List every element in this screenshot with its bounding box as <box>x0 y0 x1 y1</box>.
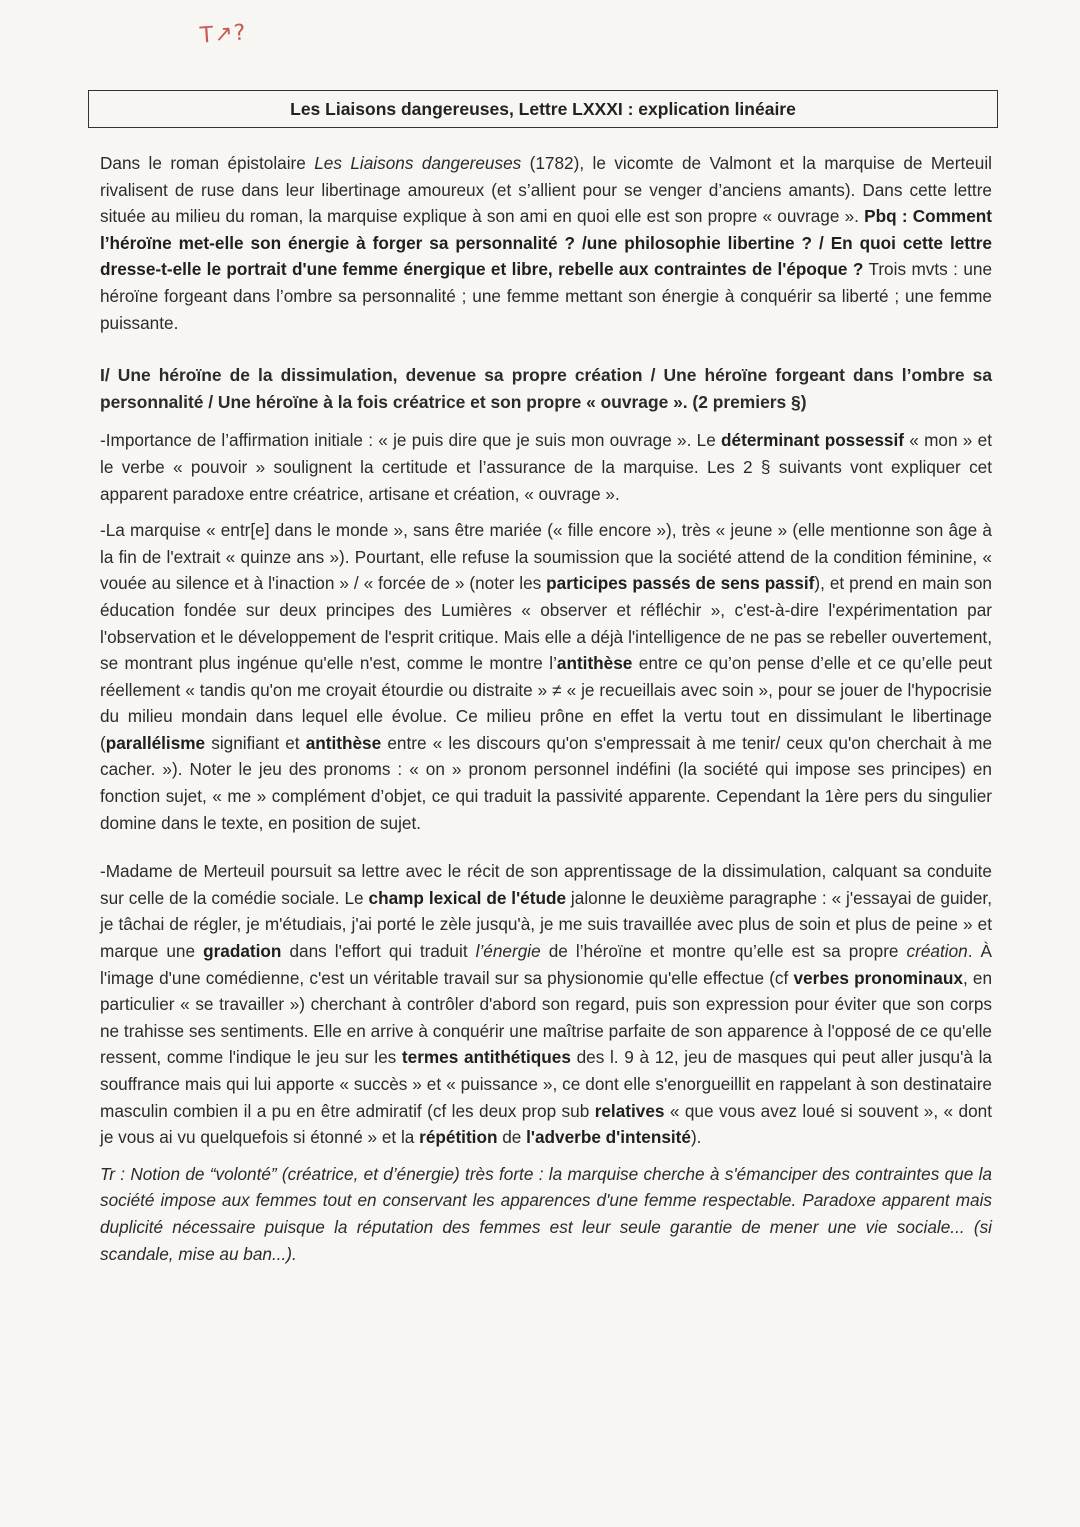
title-text: Les Liaisons dangereuses, Lettre LXXXI : explication linéaire <box>290 98 796 119</box>
intro-paragraph <box>100 150 992 336</box>
text-run: entre « les discours qu'on s'empressait à me tenir/ ceux qu'on cherchait à me cacher. »). Noter le jeu des pronoms : « on » pronom personnel indéfini (la société qui impose ses principes) en fonction sujet, « me » complément d’objet, ce qui traduit la passivité apparente. Cependant la 1ère pers du singulier domine dans le texte, en position de sujet. <box>100 732 992 833</box>
paragraph-1 <box>100 427 992 507</box>
bold-term: parallélisme <box>105 732 206 753</box>
text-run: dans l'effort qui traduit <box>281 941 476 962</box>
italic-term: création <box>906 941 968 962</box>
bold-term: verbes pronominaux <box>793 967 963 988</box>
text-run: ). <box>690 1127 702 1148</box>
document-body <box>100 150 992 1277</box>
text-run: -Importance de l’affirmation initiale : « je puis dire que je suis mon ouvrage ». Le <box>100 430 722 451</box>
text-run: de l’héroïne et montre qu’elle est sa propre <box>540 941 907 962</box>
bold-term: antithèse <box>305 732 382 753</box>
text-run: -Madame de Merteuil poursuit sa lettre avec le récit de son apprentissage de la dissimulation, calquant sa conduite sur celle de la comédie sociale. Le <box>100 861 992 908</box>
text-run: signifiant et <box>205 732 306 753</box>
text-run: « mon » et le verbe « pouvoir » soulignent la certitude et l’assurance de la marquise. Les 2 § suivants vont expliquer cet apparent paradoxe entre créatrice, artisane et création, « ouvrage ». <box>100 430 992 504</box>
text-run: Trois mvts : une héroïne forgeant dans l’ombre sa personnalité ; une femme mettant son énergie à conquérir sa liberté ; une femme puissante. <box>100 259 993 333</box>
handwritten-note: T↗? <box>199 20 248 49</box>
text-run: (1782), le vicomte de Valmont et la marquise de Merteuil rivalisent de ruse dans leur libertinage amoureux (et s’allient pour se venger d’anciens amants). Dans cette lettre située au milieu du roman, la marquise explique à son ami en quoi elle est son propre « ouvrage ». <box>100 153 992 227</box>
bold-term: termes antithétiques <box>401 1047 571 1068</box>
problematic: Pbq : Comment l’héroïne met-elle son énergie à forger sa personnalité ? /une philosophie libertine ? / En quoi cette lettre dresse-t-elle le portrait d'une femme énergique et libre, rebelle aux contraintes de l'époque ? <box>100 206 992 280</box>
document-title <box>88 90 998 128</box>
bold-term: participes passés de sens passif <box>546 573 815 594</box>
bold-term: l'adverbe d'intensité <box>526 1127 691 1148</box>
italic-term: l’énergie <box>475 941 541 962</box>
text-run: de <box>497 1127 527 1148</box>
transition-paragraph: Tr : Notion de “volonté” (créatrice, et d’énergie) très forte : la marquise cherche à s'émanciper des contraintes que la société impose aux femmes tout en conservant les apparences d'une femme respectable. Paradoxe apparent mais duplicité nécessaire puisque la réputation des femmes est leur seule garantie de mener une vie sociale... (si scandale, mise au ban...). <box>100 1163 992 1264</box>
text-run: entre ce qu’on pense d’elle et ce qu’elle peut réellement « tandis qu'on me croyait étourdie ou distraite » ≠ « je recueillais avec soin », pour se jouer de l'hypocrisie du milieu mondain dans lequel elle évolue. Ce milieu prône en effet la vertu tout en dissimulant le libertinage ( <box>100 653 992 753</box>
text-run: jalonne le deuxième paragraphe : « j'essayai de guider, je tâchai de régler, je m'étudiais, j'ai porté le zèle jusqu'à, je me suis travaillée avec plus de soin et plus de peine » et marque une <box>100 887 992 962</box>
bold-term: relatives <box>594 1100 665 1121</box>
bold-term: antithèse <box>556 653 633 674</box>
text-run: , en particulier « se travailler ») cherchant à contrôler d'abord son regard, puis son expression pour éviter que son corps ne trahisse ses sentiments. Elle en arrive à conquérir une maîtrise parfaite de son apparence à l'opposé de ce qu'elle ressent, comme l'indique le jeu sur les <box>100 967 993 1068</box>
novel-title: Les Liaisons dangereuses <box>314 153 522 173</box>
paragraph-3 <box>100 858 992 1151</box>
bold-term: répétition <box>419 1127 498 1148</box>
text-run: Dans le roman épistolaire <box>100 153 315 173</box>
bold-term: gradation <box>203 941 282 962</box>
text-run: -La marquise « entr[e] dans le monde », sans être mariée (« fille encore »), très « jeune » (elle mentionne son âge à la fin de l'extrait « quinze ans »). Pourtant, elle refuse la soumission que la société attend de la condition féminine, « vouée au silence et à l'inaction » / « forcée de » (noter les <box>100 520 992 594</box>
paragraph-2 <box>100 517 992 836</box>
text-run: . À l'image d'une comédienne, c'est un véritable travail sur sa physionomie qu'elle effectue (cf <box>100 941 993 988</box>
text-run: « que vous avez loué si souvent », « dont je vous ai vu quelquefois si étonné » et la <box>100 1100 992 1148</box>
section-heading-1: I/ Une héroïne de la dissimulation, devenue sa propre création / Une héroïne forgeant dans l’ombre sa personnalité / Une héroïne à la fois créatrice et son propre « ouvrage ». (2 premiers §) <box>100 365 992 412</box>
bold-term: déterminant possessif <box>721 430 904 451</box>
text-run: ), et prend en main son éducation fondée sur deux principes des Lumières « observer et réfléchir », c'est-à-dire l'expérimentation par l'observation et le développement de l'esprit critique. Mais elle a déjà l'intelligence de ne pas se rebeller ouvertement, se montrant plus ingénue qu'elle n'est, comme le montre l’ <box>100 573 992 674</box>
bold-term: champ lexical de l'étude <box>368 887 567 908</box>
text-run: des l. 9 à 12, jeu de masques qui peut aller jusqu'à la souffrance mais qui lui apporte « succès » et « puissance », ce dont elle s'enorgueillit en rappelant à son destinataire masculin combien il a pu en être admiratif (cf les deux prop sub <box>100 1047 992 1121</box>
